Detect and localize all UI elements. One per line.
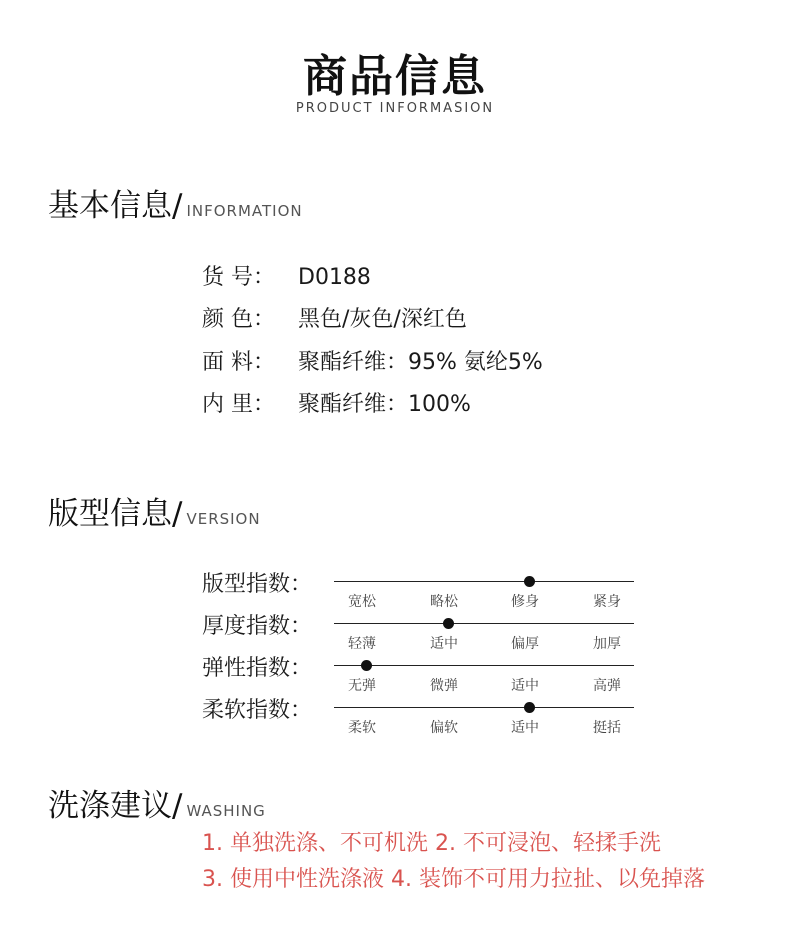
index-option: 适中 (511, 678, 539, 694)
index-scale-line (334, 623, 634, 624)
washing-line-1: 1. 单独洗涤、不可机洗 2. 不可浸泡、轻揉手洗 (202, 831, 661, 856)
index-option: 加厚 (593, 636, 621, 652)
index-marker-dot (361, 660, 372, 671)
index-label: 柔软指数： (202, 698, 313, 723)
info-value: D0188 (298, 265, 371, 290)
index-label: 厚度指数： (202, 614, 313, 639)
washing-heading (48, 780, 266, 825)
index-option: 微弹 (430, 678, 458, 694)
info-label: 货 号： (202, 265, 275, 290)
index-option: 偏软 (430, 720, 458, 736)
washing-title: 洗涤建议/ (48, 788, 183, 824)
index-option: 偏厚 (511, 636, 539, 652)
info-value: 黑色/灰色/深红色 (298, 307, 467, 332)
index-option: 略松 (430, 594, 458, 610)
basic-info-title: 基本信息/ (48, 188, 183, 224)
index-option: 宽松 (348, 594, 376, 610)
index-scale-line (334, 581, 634, 582)
index-marker-dot (524, 702, 535, 713)
info-value: 聚酯纤维：95% 氨纶5% (298, 350, 543, 375)
version-info-heading (48, 488, 261, 533)
index-label: 弹性指数： (202, 656, 313, 681)
basic-info-heading (48, 180, 303, 225)
info-label: 颜 色： (202, 307, 275, 332)
index-option: 轻薄 (348, 636, 376, 652)
index-marker-dot (443, 618, 454, 629)
page-title: 商品信息 (303, 51, 487, 102)
info-value: 聚酯纤维：100% (298, 392, 471, 417)
page-subtitle: PRODUCT INFORMASION (295, 101, 495, 116)
index-marker-dot (524, 576, 535, 587)
info-row-lining (202, 387, 471, 418)
version-info-title: 版型信息/ (48, 496, 183, 532)
info-row-item-number (202, 260, 371, 291)
index-option: 挺括 (593, 720, 621, 736)
index-scale-line (334, 707, 634, 708)
index-option: 高弹 (593, 678, 621, 694)
washing-line-2: 3. 使用中性洗涤液 4. 装饰不可用力拉扯、以免掉落 (202, 867, 705, 892)
basic-info-subtitle: INFORMATION (186, 202, 303, 220)
index-option: 紧身 (593, 594, 621, 610)
index-option: 无弹 (348, 678, 376, 694)
info-row-color (202, 302, 467, 333)
index-label: 版型指数： (202, 572, 313, 597)
info-label: 面 料： (202, 350, 275, 375)
info-label: 内 里： (202, 392, 275, 417)
version-info-subtitle: VERSION (186, 510, 261, 528)
index-option: 修身 (511, 594, 539, 610)
washing-subtitle: WASHING (186, 802, 266, 820)
index-option: 柔软 (348, 720, 376, 736)
index-option: 适中 (430, 636, 458, 652)
index-option: 适中 (511, 720, 539, 736)
index-scale-line (334, 665, 634, 666)
info-row-fabric (202, 345, 543, 376)
